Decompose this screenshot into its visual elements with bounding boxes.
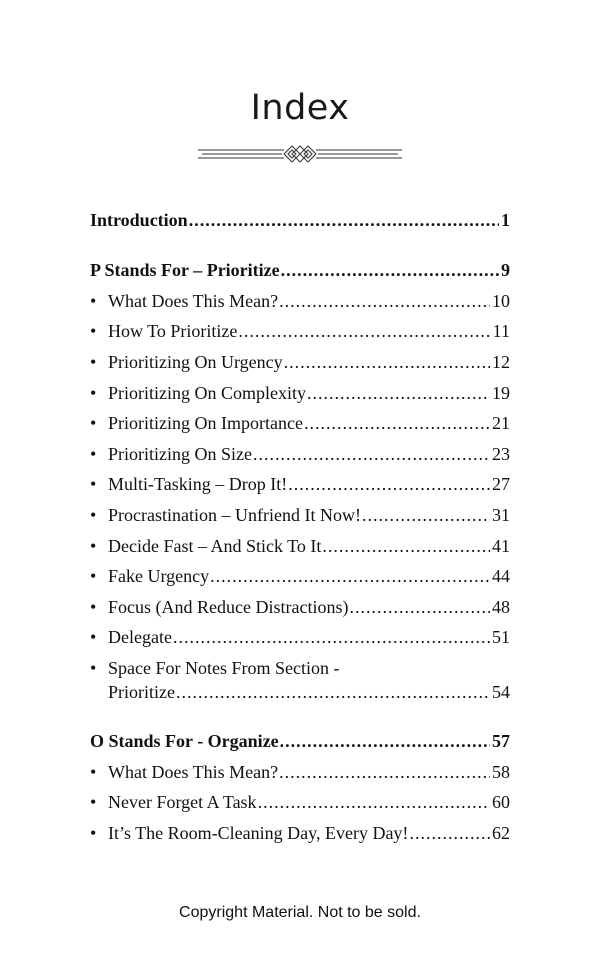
toc-entry: Prioritizing On Complexity ..... 19	[108, 380, 510, 406]
toc-entry: What Does This Mean? ..... 58	[108, 759, 510, 785]
toc-entry: Prioritizing On Urgency ..... 12	[108, 349, 510, 375]
bullet-icon: •	[90, 291, 97, 311]
toc-entry: Multi-Tasking – Drop It! ..... 27	[108, 471, 510, 497]
dot-leader	[189, 207, 499, 233]
dot-leader	[253, 441, 490, 467]
dot-leader	[281, 257, 499, 283]
toc-section-heading-organize: O Stands For - Organize ..... 57	[90, 728, 510, 754]
toc-entry: Delegate ..... 51	[108, 624, 510, 650]
page-title: Index	[250, 88, 350, 128]
bullet-icon: •	[90, 566, 97, 586]
dot-leader	[409, 820, 490, 846]
dot-leader	[176, 679, 490, 705]
dot-leader	[210, 563, 490, 589]
bullet-icon: •	[90, 383, 97, 403]
bullet-icon: •	[90, 536, 97, 556]
dot-leader	[258, 789, 490, 815]
toc-section-heading-prioritize: P Stands For – Prioritize ..... 9	[90, 257, 510, 283]
copyright-footer: Copyright Material. Not to be sold.	[179, 904, 421, 921]
bullet-icon: •	[90, 597, 97, 617]
dot-leader	[288, 471, 490, 497]
bullet-icon: •	[90, 474, 97, 494]
bullet-icon: •	[90, 823, 97, 843]
dot-leader	[362, 502, 490, 528]
toc-entry: Fake Urgency ..... 44	[108, 563, 510, 589]
toc-entry-notes: Prioritize ..... 54	[108, 679, 510, 705]
bullet-icon: •	[90, 413, 97, 433]
bullet-icon: •	[90, 762, 97, 782]
toc-entry-notes-line1: Space For Notes From Section -	[108, 658, 340, 678]
dot-leader	[304, 410, 490, 436]
dot-leader	[284, 349, 490, 375]
dot-leader	[349, 594, 490, 620]
bullet-icon: •	[90, 505, 97, 525]
toc-entry: Prioritizing On Importance ..... 21	[108, 410, 510, 436]
bullet-icon: •	[90, 321, 97, 341]
bullet-icon: •	[90, 444, 97, 464]
bullet-icon: •	[90, 792, 97, 812]
dot-leader	[322, 533, 490, 559]
bullet-icon: •	[90, 627, 97, 647]
dot-leader	[173, 624, 490, 650]
dot-leader	[238, 318, 490, 344]
toc-entry: Prioritizing On Size ..... 23	[108, 441, 510, 467]
toc-entry: Procrastination – Unfriend It Now! ..... 31	[108, 502, 510, 528]
toc-entry-introduction: Introduction ..... 1	[90, 207, 510, 233]
dot-leader	[307, 380, 490, 406]
toc-entry: It’s The Room-Cleaning Day, Every Day! ..... 62	[108, 820, 510, 846]
toc-entry: Decide Fast – And Stick To It ..... 41	[108, 533, 510, 559]
dot-leader	[279, 759, 490, 785]
bullet-icon: •	[90, 352, 97, 372]
dot-leader	[279, 288, 490, 314]
toc-entry: Never Forget A Task ..... 60	[108, 789, 510, 815]
ornament-divider-icon	[198, 142, 402, 166]
toc-entry: How To Prioritize ..... 11	[108, 318, 510, 344]
dot-leader	[280, 728, 490, 754]
toc-entry: Focus (And Reduce Distractions) ..... 48	[108, 594, 510, 620]
bullet-icon: •	[90, 658, 97, 678]
toc-entry: What Does This Mean? ..... 10	[108, 288, 510, 314]
